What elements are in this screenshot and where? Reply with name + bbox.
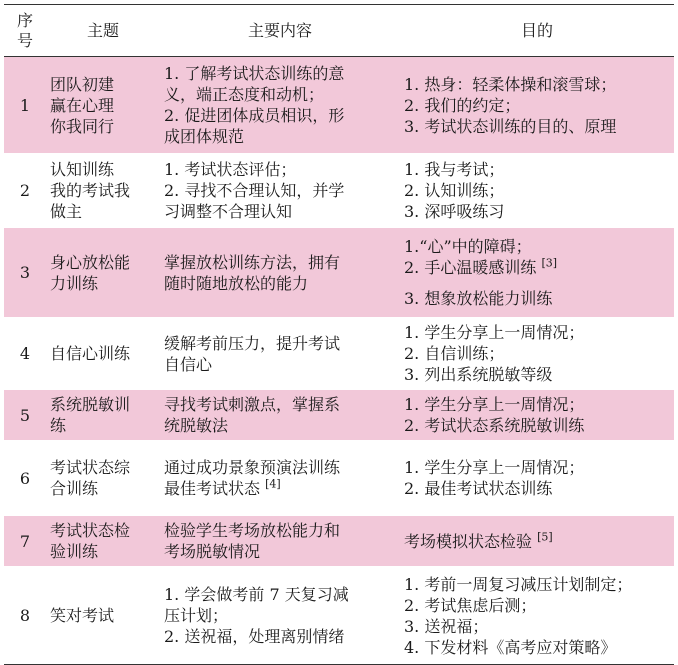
purpose-cell-line: 2. 认知训练； — [404, 181, 505, 200]
theme-cell-line: 系统脱敏训 — [50, 395, 131, 414]
purpose-cell-line: 2. 自信训练； — [404, 344, 505, 363]
row-number: 4 — [19, 344, 31, 363]
theme-cell-line: 笑对考试 — [50, 606, 115, 625]
table-row — [4, 516, 674, 567]
content-cell-line: 压计划； — [164, 606, 229, 625]
table-row — [4, 318, 674, 390]
purpose-cell-line — [404, 531, 670, 552]
content-cell-line: 通过成功景象预演法训练 — [164, 458, 341, 477]
purpose-cell-line: 3. 深呼吸练习 — [404, 202, 505, 221]
row-number: 6 — [19, 468, 31, 488]
header-no-char2: 号 — [16, 30, 33, 50]
content-cell-line: 2. 送祝福，处理离别情绪 — [164, 627, 345, 646]
purpose-cell — [400, 441, 674, 516]
content-cell-line: 检验学生考场放松能力和 — [164, 521, 341, 540]
row-number: 8 — [19, 606, 31, 625]
purpose-cell — [400, 567, 674, 665]
purpose-cell-line — [404, 257, 670, 278]
content-cell — [160, 228, 400, 318]
row-number: 2 — [19, 181, 31, 200]
purpose-cell — [400, 390, 674, 441]
theme-cell-line: 身心放松能 — [50, 252, 131, 272]
row-number: 7 — [19, 531, 31, 551]
theme-cell-line: 考试状态检 — [50, 521, 131, 540]
content-cell — [160, 441, 400, 516]
purpose-cell-line: 1. 考前一周复习减压计划制定； — [404, 574, 633, 594]
theme-cell-line: 练 — [50, 416, 67, 435]
content-cell-line: 随时随地放松的能力 — [164, 273, 309, 293]
header-row — [4, 5, 674, 57]
content-cell — [160, 567, 400, 665]
content-cell-line: 缓解考前压力，提升考试 — [164, 333, 341, 353]
content-cell-line: 掌握放松训练方法，拥有 — [164, 252, 341, 272]
table-row — [4, 567, 674, 665]
theme-cell-line: 我的考试我 — [50, 181, 131, 200]
theme-cell — [46, 441, 160, 516]
theme-cell — [46, 567, 160, 665]
theme-cell — [46, 228, 160, 318]
theme-cell — [46, 516, 160, 567]
purpose-cell-line: 3. 送祝福； — [404, 616, 489, 636]
training-schedule-table — [4, 4, 674, 665]
purpose-cell-line: 3. 想象放松能力训练 — [404, 289, 553, 308]
theme-cell-line: 做主 — [50, 202, 83, 221]
theme-cell-line: 力训练 — [50, 273, 99, 293]
header-purpose: 目的 — [400, 5, 674, 57]
content-cell — [160, 516, 400, 567]
row-number: 3 — [19, 263, 31, 282]
content-cell-line: 考场脱敏情况 — [164, 542, 261, 561]
table-row — [4, 228, 674, 318]
purpose-cell-line: 1. 学生分享上一周情况； — [404, 323, 585, 342]
purpose-cell-line: 4. 下发材料《高考应对策略》 — [404, 637, 617, 657]
table-body — [4, 57, 674, 665]
header-content: 主要内容 — [160, 5, 400, 57]
content-cell-line: 寻找考试刺激点，掌握系 — [164, 395, 341, 414]
theme-cell — [46, 390, 160, 441]
theme-cell-line: 赢在心理 — [50, 95, 115, 115]
purpose-cell — [400, 318, 674, 390]
purpose-cell-line: 2. 考试状态系统脱敏训练 — [404, 416, 585, 435]
purpose-cell-line: 2. 我们的约定； — [404, 95, 521, 115]
content-cell-line: 2. 寻找不合理认知，并学 — [164, 181, 345, 200]
content-cell-line: 1. 学会做考前 7 天复习减 — [164, 585, 349, 604]
row-number: 1 — [19, 95, 31, 115]
theme-cell — [46, 57, 160, 154]
theme-cell — [46, 154, 160, 228]
purpose-cell — [400, 154, 674, 228]
row-number: 5 — [19, 405, 31, 425]
content-cell-line: 义，端正态度和动机； — [164, 85, 325, 104]
content-cell-line: 2. 促进团体成员相识，形 — [164, 106, 345, 125]
purpose-cell-line: 3. 列出系统脱敏等级 — [404, 365, 553, 384]
theme-cell — [46, 318, 160, 390]
content-cell-line: 1. 考试状态评估； — [164, 160, 297, 179]
table-row — [4, 57, 674, 154]
theme-cell-line: 合训练 — [50, 479, 99, 498]
content-cell — [160, 318, 400, 390]
theme-cell-line: 团队初建 — [50, 74, 115, 94]
table-row — [4, 441, 674, 516]
purpose-cell — [400, 228, 674, 318]
header-theme: 主题 — [46, 5, 160, 57]
theme-cell-line: 自信心训练 — [50, 344, 131, 363]
purpose-cell-line: 3. 考试状态训练的目的、原理 — [404, 116, 617, 136]
content-cell-line: 1. 了解考试状态训练的意 — [164, 64, 345, 83]
training-schedule-table-container — [4, 4, 674, 665]
content-cell-line: 自信心 — [164, 354, 213, 374]
theme-cell-line: 考试状态综 — [50, 458, 131, 477]
content-cell — [160, 154, 400, 228]
content-cell-line: 统脱敏法 — [164, 416, 229, 435]
content-cell-line: 成团体规范 — [164, 127, 245, 146]
citation-ref: [5] — [537, 530, 553, 544]
purpose-cell-line: 1. 我与考试； — [404, 160, 505, 179]
purpose-cell-line-text: 2. 手心温暖感训练 — [404, 258, 542, 277]
content-cell-line — [164, 478, 396, 499]
theme-cell-line: 你我同行 — [50, 116, 115, 136]
content-cell-line-text: 最佳考试状态 — [164, 479, 266, 498]
header-no-char1: 序 — [16, 10, 33, 30]
purpose-cell — [400, 516, 674, 567]
content-cell-line: 习调整不合理认知 — [164, 202, 293, 221]
purpose-cell-line: 1. 学生分享上一周情况； — [404, 458, 585, 477]
purpose-cell-line: 1. 学生分享上一周情况； — [404, 395, 585, 414]
purpose-cell-line: 2. 最佳考试状态训练 — [404, 479, 553, 498]
table-row — [4, 390, 674, 441]
content-cell — [160, 390, 400, 441]
content-cell — [160, 57, 400, 154]
purpose-cell-line-text: 考场模拟状态检验 — [404, 531, 538, 551]
theme-cell-line: 认知训练 — [50, 160, 115, 179]
purpose-cell-line: 2. 考试焦虑后测； — [404, 595, 537, 615]
citation-ref: [4] — [265, 477, 281, 491]
theme-cell-line: 验训练 — [50, 542, 99, 561]
citation-ref: [3] — [541, 256, 558, 270]
purpose-cell-line: 1. 热身：轻柔体操和滚雪球； — [404, 74, 617, 94]
purpose-cell — [400, 57, 674, 154]
purpose-cell-line: 1.“心”中的障碍； — [404, 237, 532, 256]
table-row — [4, 154, 674, 228]
header-no — [4, 5, 46, 57]
